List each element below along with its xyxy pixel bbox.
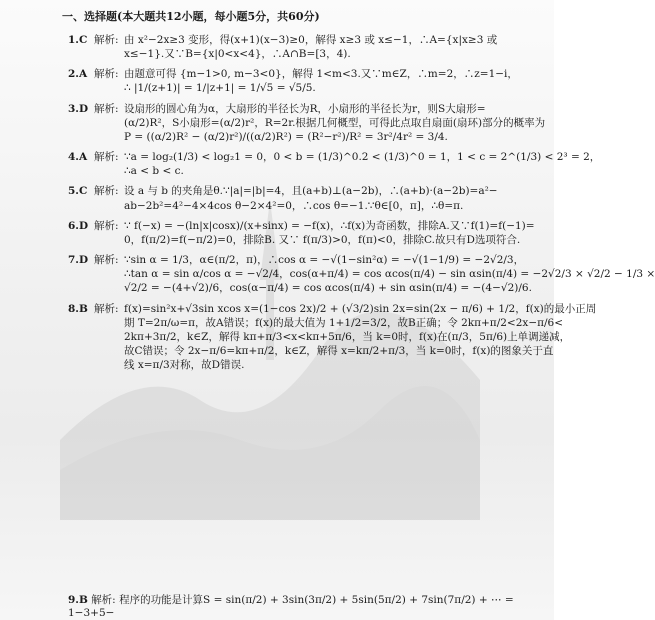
answer-item: 5.C 解析: 设 a 与 b 的夹角是θ.∵|a|=|b|=4，且(a+b)⊥(a−2b)，∴(a+b)·(a−2b)=a²− ab−2b²=4²−4×4cos θ−2×4²=0，∴cos θ=−1.∵θ∈[0，π]，∴θ=π. [68, 185, 498, 212]
answer-item: 8.B 解析: f(x)=sin²x+√3sin xcos x=(1−cos 2x)/2 + (√3/2)sin 2x=sin(2x − π/6) + 1/2，f(x)的最小正周 期 T=2π/ω=π，故A错误；f(x)的最大值为 1+1/2=3/2，故B正确；令 2kπ+π/2<2x−π/6< 2kπ+3π/2，k∈Z，解得 kπ+π/3<x<kπ+5π/6，当 k=0时，f(x)在(π/3，5π/6)上单调递减， 故C错误；令 2x−π/6=kπ+π/2，k∈Z，解得 x=kπ/2+π/3，当 k=0时，f(x)的图象关于直 线 x=π/3对称，故D错误. [68, 302, 597, 372]
answer-item: 2.A 解析: 由题意可得 {m−1>0, m−3<0}，解得 1<m<3.又∵m∈Z，∴m=2，∴z=1−i， ∴ |1/(z+1)| = 1/|z+1| = 1/√5 = √5/5. [68, 68, 518, 95]
answer-item: 6.D 解析: ∵ f(−x) = −(ln|x|cosx)/(x+sinx) = −f(x)，∴f(x)为奇函数，排除A.又∵f(1)=f(−1)= 0，f(π/2)=f(−π/2)=0，排除B. 又∵ f(π/3)>0，f(π)<0，排除C.故只有D选项符合. [68, 219, 535, 246]
answer-item: 3.D 解析: 设扇形的圆心角为α，大扇形的半径长为R，小扇形的半径长为r，则S大扇形= (α/2)R²，S小扇形=(α/2)r²，R=2r.根据几何概型，可得此点取自扇面(扇环)部分的概率为 P = ((α/2)R² − (α/2)r²)/((α/2)R²) = (R²−r²)/R² = 3r²/4r² = 3/4. [68, 102, 546, 143]
answer-item: 4.A 解析: ∵a = log₂(1/3) < log₂1 = 0，0 < b = (1/3)^0.2 < (1/3)^0 = 1，1 < c = 2^(1/3) < 2³ = 2， ∴a < b < c. [68, 151, 601, 178]
section-title: 一、选择题(本大题共12小题，每小题5分，共60分) [62, 10, 320, 23]
answer-item-partial: 9.B 解析: 程序的功能是计算S = sin(π/2) + 3sin(3π/2) + 5sin(5π/2) + 7sin(7π/2) + ⋯ = 1−3+5− [68, 594, 514, 619]
answer-item: 1.C 解析: 由 x²−2x≥3 变形，得(x+1)(x−3)≥0，解得 x≥3 或 x≤−1，∴A={x|x≥3 或 x≤−1}.又∵B={x|0<x<4}，∴A∩B=[3，4). [68, 33, 498, 61]
answer-item: 7.D 解析: ∵sin α = 1/3，α∈(π/2，π)，∴cos α = −√(1−sin²α) = −√(1−1/9) = −2√2/3， ∴tan α = sin α/cos α = −√2/4，cos(α+π/4) = cos αcos(π/4) − sin αsin(π/4) = −2√2/3 × √2/2 − 1/3 × √2/2 = −(4+√2)/6，cos(α−π/4) = cos αcos(π/4) + sin αsin(π/4) = −(4−√2)/6. [68, 254, 655, 295]
